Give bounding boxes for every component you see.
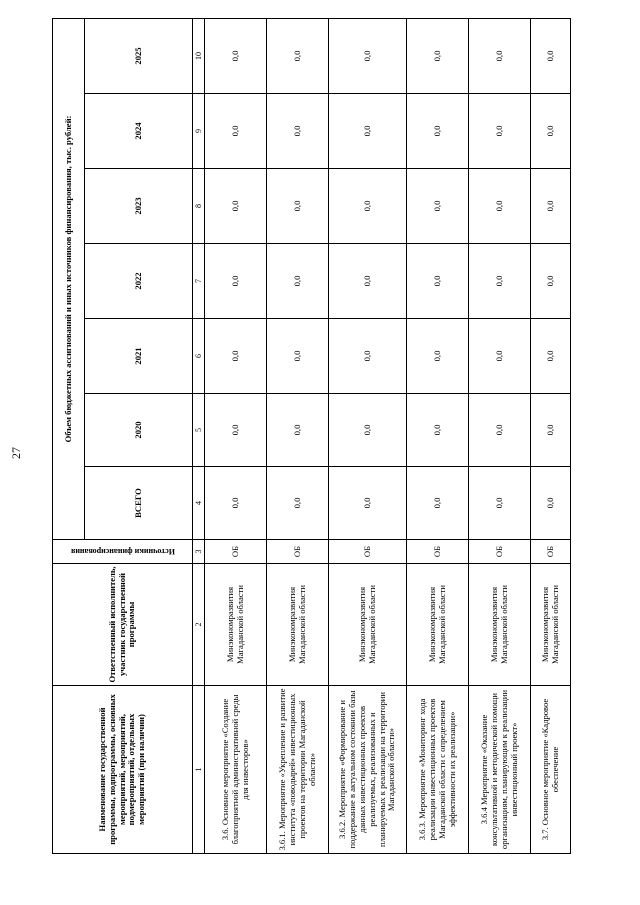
row-value: 0,0 — [407, 244, 469, 319]
row-value: 0,0 — [329, 319, 407, 394]
row-value: 0,0 — [267, 319, 329, 394]
row-source: ОБ — [407, 540, 469, 564]
row-name: 3.7. Основное мероприятие «Кадровое обеспечение — [531, 686, 571, 854]
header-funding-group: Объем бюджетных ассигнований и иных источников финансирования, тыс. рублей: — [53, 19, 85, 540]
page-number: 27 — [9, 447, 23, 459]
column-number: 4 — [193, 467, 205, 540]
header-year: 2021 — [85, 319, 193, 394]
row-executor: Минэкономразвития Магаданской области — [407, 564, 469, 686]
row-name: 3.6.3. Мероприятие «Мониторинг хода реализации инвестиционных проектов Магаданской области с определением эффективности их реализации» — [407, 686, 469, 854]
row-value: 0,0 — [329, 169, 407, 244]
row-value: 0,0 — [407, 467, 469, 540]
row-value: 0,0 — [329, 394, 407, 467]
row-name: 3.6. Основное мероприятие «Создание благоприятной административной среды для инвесторов» — [205, 686, 267, 854]
funding-table — [52, 18, 571, 854]
table-row — [531, 19, 571, 854]
header-year: 2024 — [85, 94, 193, 169]
row-value: 0,0 — [407, 319, 469, 394]
column-number: 2 — [193, 564, 205, 686]
row-name: 3.6.2. Мероприятие «Формирование и поддержание в актуальном состоянии базы данных инвестиционных проектов реализуемых, реализованных и планируемых к реализации на территории Магаданской области» — [329, 686, 407, 854]
table-row — [469, 19, 531, 854]
header-total: ВСЕГО — [85, 467, 193, 540]
table-row — [407, 19, 469, 854]
header-source: Источники финансирования — [70, 547, 175, 557]
table-row — [329, 19, 407, 854]
column-number: 8 — [193, 169, 205, 244]
row-source: ОБ — [469, 540, 531, 564]
column-number: 5 — [193, 394, 205, 467]
row-executor: Минэкономразвития Магаданской области — [531, 564, 571, 686]
row-executor: Минэкономразвития Магаданской области — [469, 564, 531, 686]
row-value: 0,0 — [531, 169, 571, 244]
row-value: 0,0 — [531, 244, 571, 319]
row-value: 0,0 — [205, 94, 267, 169]
row-executor: Минэкономразвития Магаданской области — [329, 564, 407, 686]
header-source-cell — [53, 540, 193, 564]
row-value: 0,0 — [469, 169, 531, 244]
row-value: 0,0 — [469, 244, 531, 319]
row-source: ОБ — [531, 540, 571, 564]
column-number: 9 — [193, 94, 205, 169]
column-number: 3 — [193, 540, 205, 564]
rotated-table-area — [52, 19, 588, 854]
row-value: 0,0 — [329, 467, 407, 540]
row-value: 0,0 — [267, 19, 329, 94]
row-value: 0,0 — [407, 19, 469, 94]
row-name: 3.6.1. Мероприятие «Укрепление и развитие института «поводырей» инвестиционных проектов на территории Магаданской области» — [267, 686, 329, 854]
column-number: 10 — [193, 19, 205, 94]
row-value: 0,0 — [469, 394, 531, 467]
row-value: 0,0 — [469, 19, 531, 94]
row-value: 0,0 — [469, 94, 531, 169]
row-value: 0,0 — [407, 394, 469, 467]
row-value: 0,0 — [531, 319, 571, 394]
table-wrapper — [52, 19, 588, 854]
row-value: 0,0 — [407, 94, 469, 169]
row-value: 0,0 — [267, 244, 329, 319]
row-value: 0,0 — [205, 467, 267, 540]
column-number: 7 — [193, 244, 205, 319]
row-value: 0,0 — [205, 169, 267, 244]
header-executor: Ответственный исполнитель, участник государственной программы — [53, 564, 193, 686]
table-row — [205, 19, 267, 854]
row-value: 0,0 — [329, 244, 407, 319]
header-year: 2023 — [85, 169, 193, 244]
row-value: 0,0 — [267, 394, 329, 467]
header-year: 2022 — [85, 244, 193, 319]
row-value: 0,0 — [407, 169, 469, 244]
row-value: 0,0 — [469, 467, 531, 540]
row-value: 0,0 — [469, 319, 531, 394]
row-value: 0,0 — [267, 467, 329, 540]
header-year: 2020 — [85, 394, 193, 467]
row-source: ОБ — [329, 540, 407, 564]
row-executor: Минэкономразвития Магаданской области — [205, 564, 267, 686]
row-source: ОБ — [267, 540, 329, 564]
row-value: 0,0 — [531, 467, 571, 540]
row-source: ОБ — [205, 540, 267, 564]
row-value: 0,0 — [205, 244, 267, 319]
row-value: 0,0 — [531, 394, 571, 467]
row-value: 0,0 — [267, 169, 329, 244]
row-executor: Минэкономразвития Магаданской области — [267, 564, 329, 686]
row-value: 0,0 — [329, 19, 407, 94]
row-value: 0,0 — [531, 94, 571, 169]
table-row — [267, 19, 329, 854]
row-value: 0,0 — [267, 94, 329, 169]
column-number: 6 — [193, 319, 205, 394]
row-name: 3.6.4 Мероприятие «Оказание консультативной и методической помощи организациям, планирующим к реализации инвестиционный проект» — [469, 686, 531, 854]
row-value: 0,0 — [205, 19, 267, 94]
header-name: Наименование государственной программы, подпрограммы, основных мероприятий, мероприятий, подмероприятий, отдельных мероприятий (при наличии) — [53, 686, 193, 854]
row-value: 0,0 — [205, 319, 267, 394]
header-year: 2025 — [85, 19, 193, 94]
row-value: 0,0 — [329, 94, 407, 169]
row-value: 0,0 — [205, 394, 267, 467]
row-value: 0,0 — [531, 19, 571, 94]
column-number: 1 — [193, 686, 205, 854]
